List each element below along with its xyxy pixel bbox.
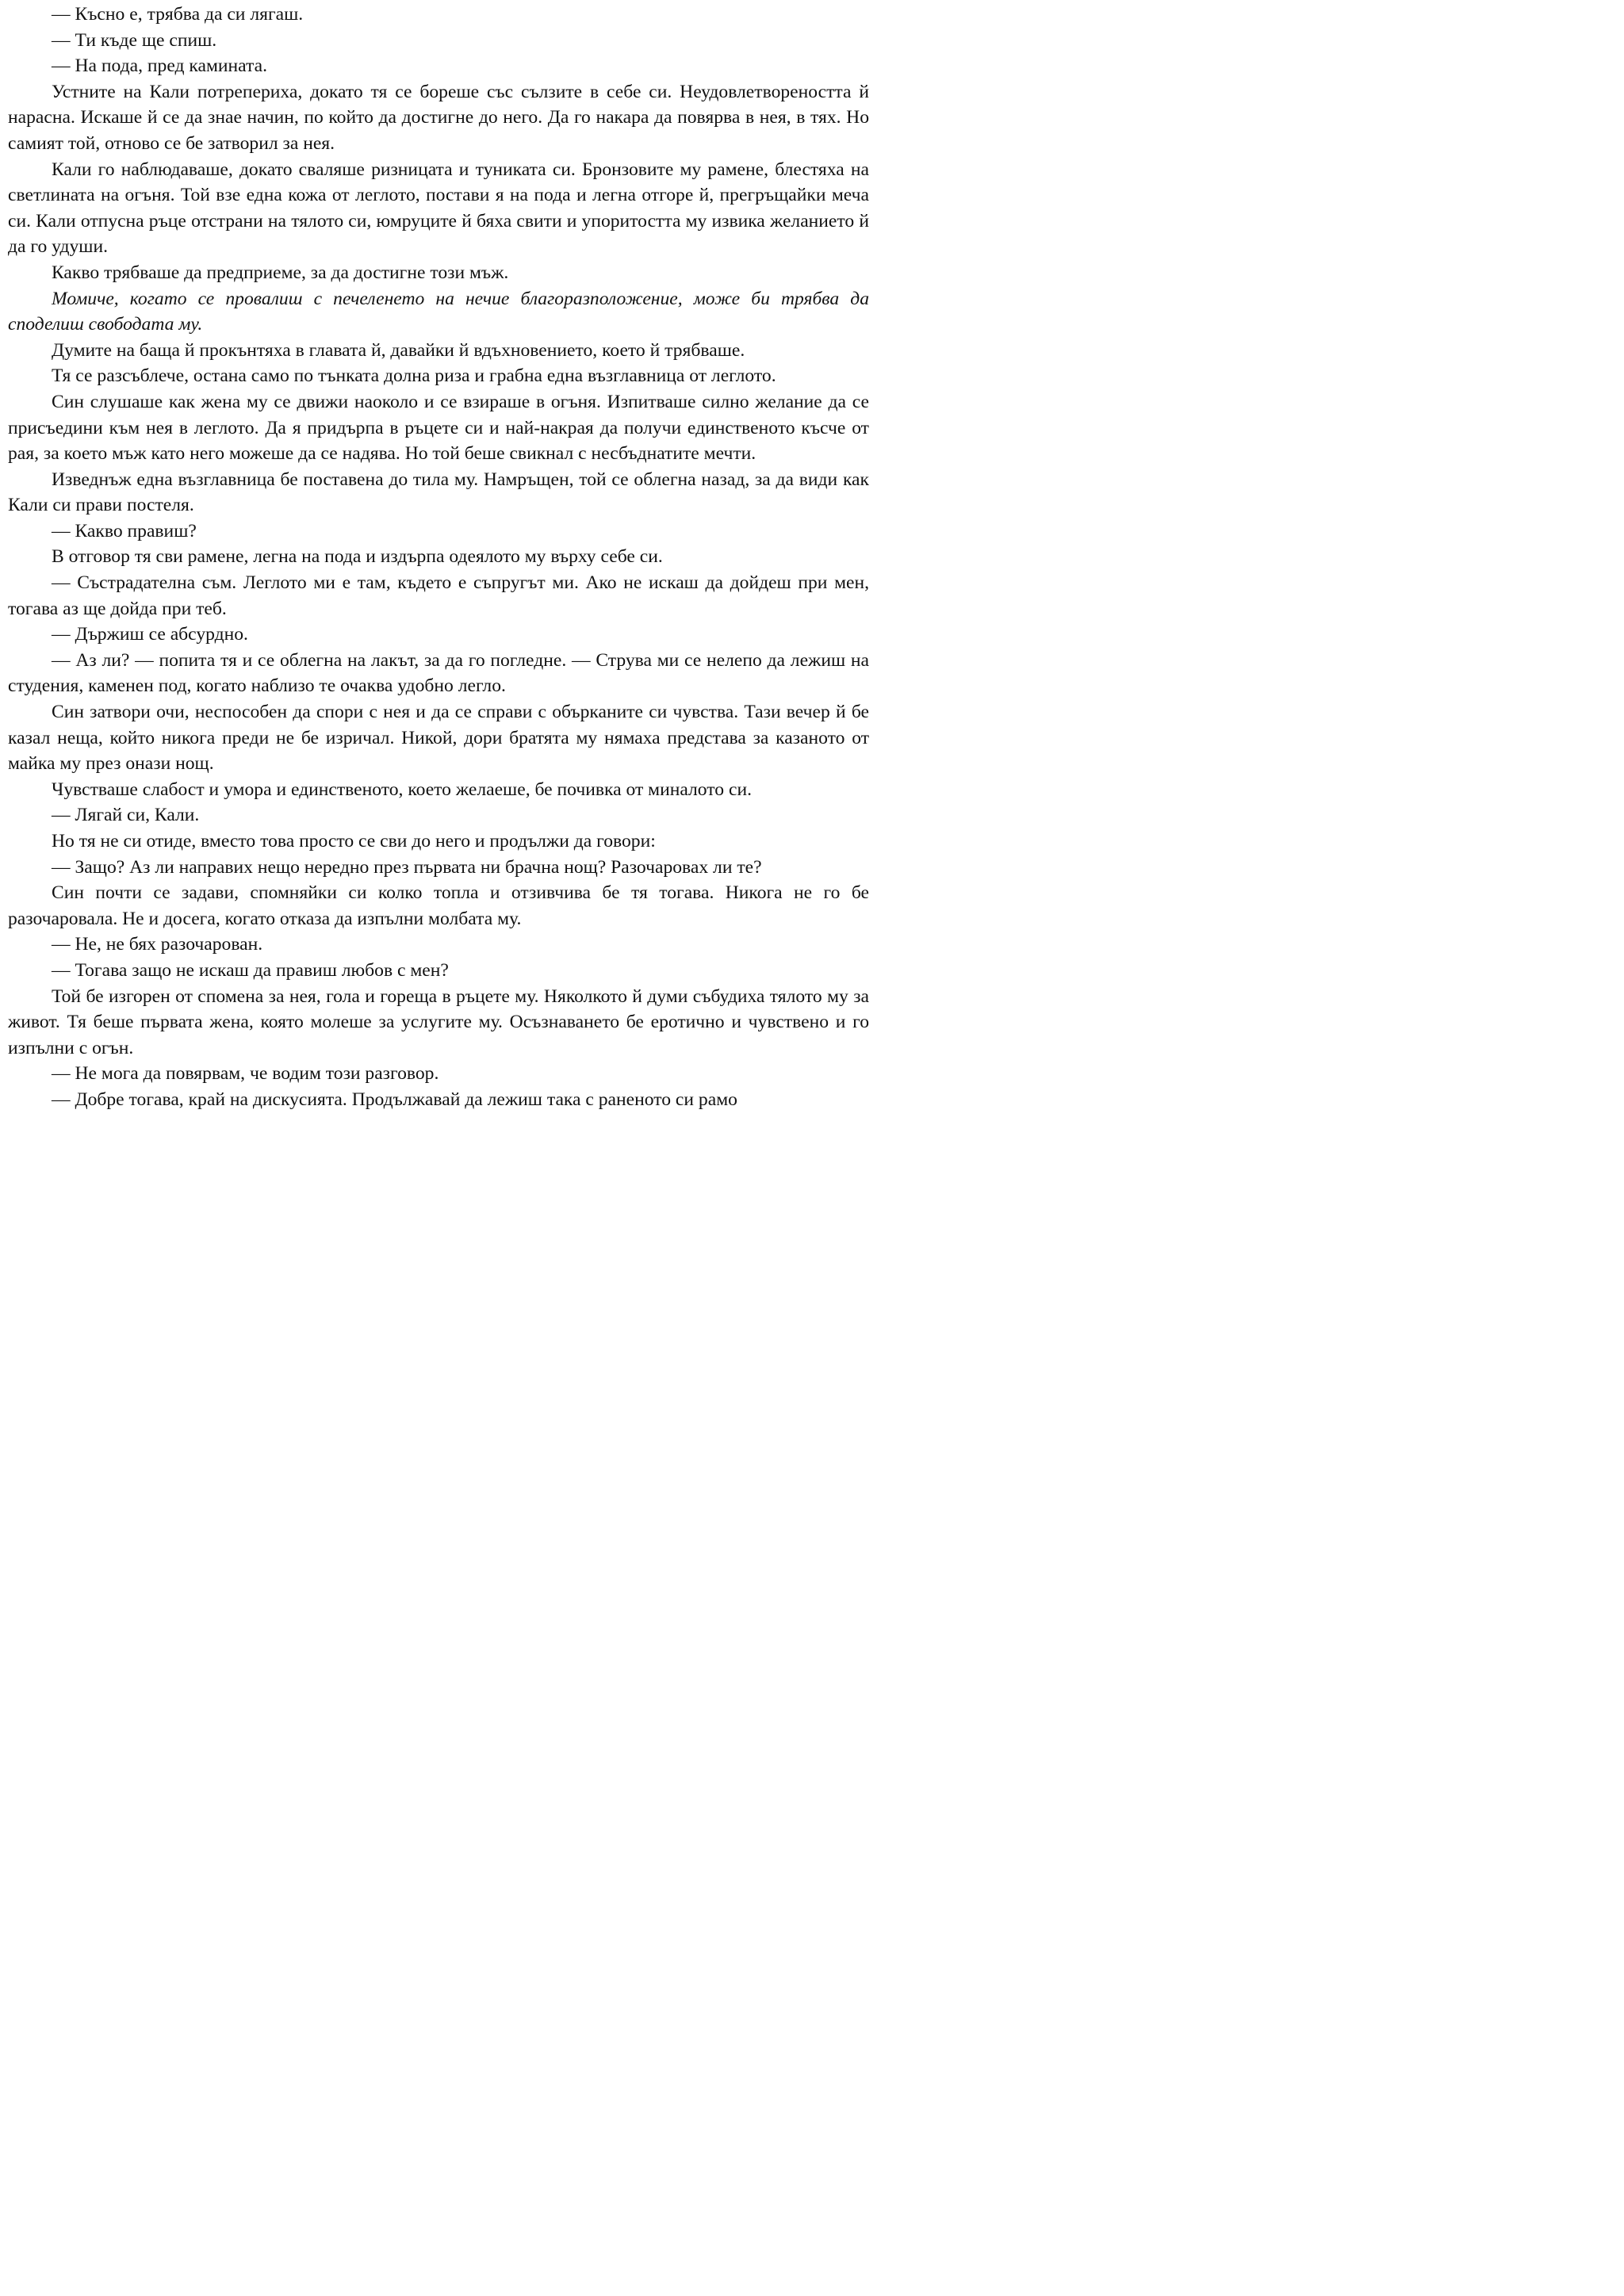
dialogue-line: — Късно е, трябва да си лягаш. — [52, 4, 304, 25]
narrative-paragraph: Какво трябваше да предприеме, за да достигне този мъж. — [52, 262, 509, 283]
dialogue-line: — Какво правиш? — [52, 520, 197, 541]
dialogue-line: — Защо? Аз ли направих нещо нередно през първата ни брачна нощ? Разочаровах ли те? — [52, 856, 762, 878]
dialogue-line: — Лягай си, Кали. — [52, 805, 200, 826]
narrative-paragraph: Чувстваше слабост и умора и единственото, което желаеше, бе почивка от миналото си. — [52, 779, 752, 800]
narrative-paragraph: Син слушаше как жена му се движи наоколо и се взираше в огъня. Изпитваше силно желание да се присъедини към нея в леглото. Да я придърпа в ръцете си и най-накрая да получи единственото късче от рая, за което мъж като него можеше да се надява. Но той беше свикнал с несбъднатите мечти. — [8, 391, 869, 465]
dialogue-line: — Не, не бях разочарован. — [52, 934, 263, 955]
narrative-paragraph: Изведнъж една възглавница бе поставена до тила му. Намръщен, той се облегна назад, за да види как Кали си прави постеля. — [8, 469, 869, 516]
dialogue-line: — Не мога да повярвам, че водим този разговор. — [52, 1063, 439, 1085]
narrative-paragraph: Думите на баща й прокънтяха в главата й, давайки й вдъхновението, което й трябваше. — [52, 339, 745, 361]
dialogue-line: — Тогава защо не искаш да правиш любов с мен? — [52, 959, 449, 981]
narrative-paragraph: Кали го наблюдаваше, докато сваляше ризницата и туниката си. Бронзовите му рамене, блестяха на светлината на огъня. Той взе една кожа от леглото, постави я на пода и легна отгоре й, прегръщайки меча си. Кали отпусна ръце отстрани на тялото си, юмруците й бяха свити и упоритостта му извика желанието й да го удуши. — [8, 159, 869, 258]
dialogue-line: — Добре тогава, край на дискусията. Продължавай да лежиш така с раненото си рамо — [52, 1089, 737, 1110]
narrative-paragraph: Син почти се задави, спомняйки си колко топла и отзивчива бе тя тогава. Никога не го бе разочаровала. Не и досега, когато отказа да изпълни молбата му. — [8, 882, 869, 929]
narrative-paragraph: Тя се разсъблече, остана само по тънката долна риза и грабна една възглавница от леглото. — [52, 365, 776, 387]
narrative-paragraph: Син затвори очи, неспособен да спори с нея и да се справи с обърканите си чувства. Тази вечер й бе казал неща, който никога преди не бе изричал. Никой, дори братята му нямаха представа за казаното от майка му през онази нощ. — [8, 702, 869, 775]
narrative-paragraph: Но тя не си отиде, вместо това просто се сви до него и продължи да говори: — [52, 831, 656, 851]
dialogue-line: — На пода, пред камината. — [52, 55, 267, 77]
narrative-paragraph: В отговор тя сви рамене, легна на пода и издърпа одеялото му върху себе си. — [52, 546, 663, 568]
italic-quote-paragraph: Момиче, когато се провалиш с печеленето на нечие благоразположение, може би трябва да споделиш свободата му. — [8, 288, 869, 335]
narrative-paragraph: Устните на Кали потрепериха, докато тя се бореше със сълзите в себе си. Неудовлетвореността й нарасна. Искаше й се да знае начин, по който да достигне до него. Да го накара да повярва в нея, в тях. Но самият той, отново се бе затворил за нея. — [8, 81, 869, 154]
dialogue-line: — Ти къде ще спиш. — [52, 29, 217, 51]
dialogue-line: — Аз ли? — попита тя и се облегна на лакът, за да го погледне. — Струва ми се нелепо да лежиш на студения, каменен под, когато наблизо те очаква удобно легло. — [8, 649, 869, 697]
book-page — [0, 0, 875, 1237]
dialogue-line: — Състрадателна съм. Леглото ми е там, където е съпругът ми. Ако не искаш да дойдеш при мен, тогава аз ще дойда при теб. — [8, 572, 869, 619]
dialogue-line: — Държиш се абсурдно. — [52, 624, 248, 645]
narrative-paragraph: Той бе изгорен от спомена за нея, гола и гореща в ръцете му. Няколкото й думи събудиха тялото му за живот. Тя беше първата жена, която молеше за услугите му. Осъзнаването бе еротично и чувствено и го изпълни с огън. — [8, 985, 869, 1058]
